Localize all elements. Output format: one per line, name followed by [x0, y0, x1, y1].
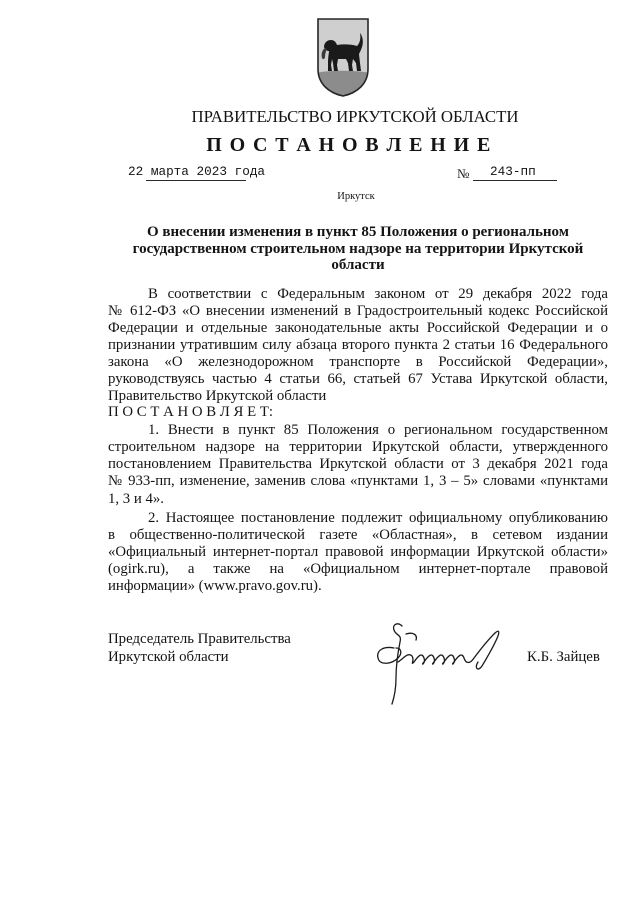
title-line-3: области [331, 257, 385, 273]
preamble-line-4: признании утратившим силу абзаца второго пункта 2 статьи 16 Федерального [108, 337, 608, 353]
signatory-position-line-1: Председатель Правительства [108, 631, 291, 647]
title-line-1: О внесении изменения в пункт 85 Положения о региональном [146, 224, 569, 240]
preamble-line-7: Правительство Иркутской области [108, 388, 327, 404]
item-2-paragraph [108, 510, 608, 595]
signatory-position-line-2: Иркутской области [108, 649, 229, 665]
item-1-line-5: 1, 3 и 4». [108, 490, 165, 507]
preamble-line-5: закона «О железнодорожном транспорте в Российской Федерации», [108, 354, 608, 370]
document-title [108, 224, 608, 274]
preamble-line-2: № 612-ФЗ «О внесении изменений в Градостроительный кодекс Российской [108, 303, 608, 319]
preamble-line-3: Федерации и отдельные законодательные акты Российской Федерации и о [108, 320, 608, 336]
number-underline [473, 180, 557, 181]
decree-word: П О С Т А Н О В Л Я Е Т: [108, 403, 273, 420]
item-2-line-4: (ogirk.ru), а также на «Официальном интернет-портале правовой [108, 560, 608, 577]
handwritten-signature [372, 618, 507, 706]
item-2-line-2: в общественно-политической газете «Областная», в сетевом издании [108, 526, 608, 543]
item-2-line-1: 2. Настоящее постановление подлежит официальному опубликованию [148, 509, 608, 526]
item-1-line-4: № 933-пп, изменение, заменив слова «пунктами 1, 3 – 5» словами «пунктами [108, 473, 608, 490]
item-1-line-1: 1. Внести в пункт 85 Положения о региональном государственном [148, 421, 608, 438]
preamble-paragraph [108, 286, 608, 405]
item-2-line-3: «Официальный интернет-портал правовой информации Иркутской области» [108, 543, 608, 560]
signatory-name: К.Б. Зайцев [527, 649, 600, 665]
document-date: 22 марта 2023 года [128, 164, 266, 179]
preamble-line-1: В соответствии с Федеральным законом от 29 декабря 2022 года [148, 286, 608, 302]
document-type: П О С Т А Н О В Л Е Н И Е [206, 134, 492, 156]
item-2-line-5: информации» (www.pravo.gov.ru). [108, 577, 322, 594]
item-1-line-2: строительном надзоре на территории Иркутской области, утвержденного [108, 438, 608, 455]
organization-name: ПРАВИТЕЛЬСТВО ИРКУТСКОЙ ОБЛАСТИ [191, 107, 519, 126]
preamble-line-6: руководствуясь частью 4 статьи 66, статьей 67 Устава Иркутской области, [108, 371, 608, 387]
title-line-2: государственном строительном надзоре на территории Иркутской [132, 240, 584, 257]
coat-of-arms-icon [316, 17, 370, 97]
date-underline [146, 180, 246, 181]
number-sign: № [457, 166, 470, 181]
item-1-line-3: постановлением Правительства Иркутской области от 3 декабря 2021 года [108, 456, 608, 472]
document-number: 243-пп [490, 164, 536, 179]
city-name: Иркутск [337, 191, 375, 202]
signatory-position [108, 630, 291, 666]
item-1-paragraph [108, 422, 608, 508]
